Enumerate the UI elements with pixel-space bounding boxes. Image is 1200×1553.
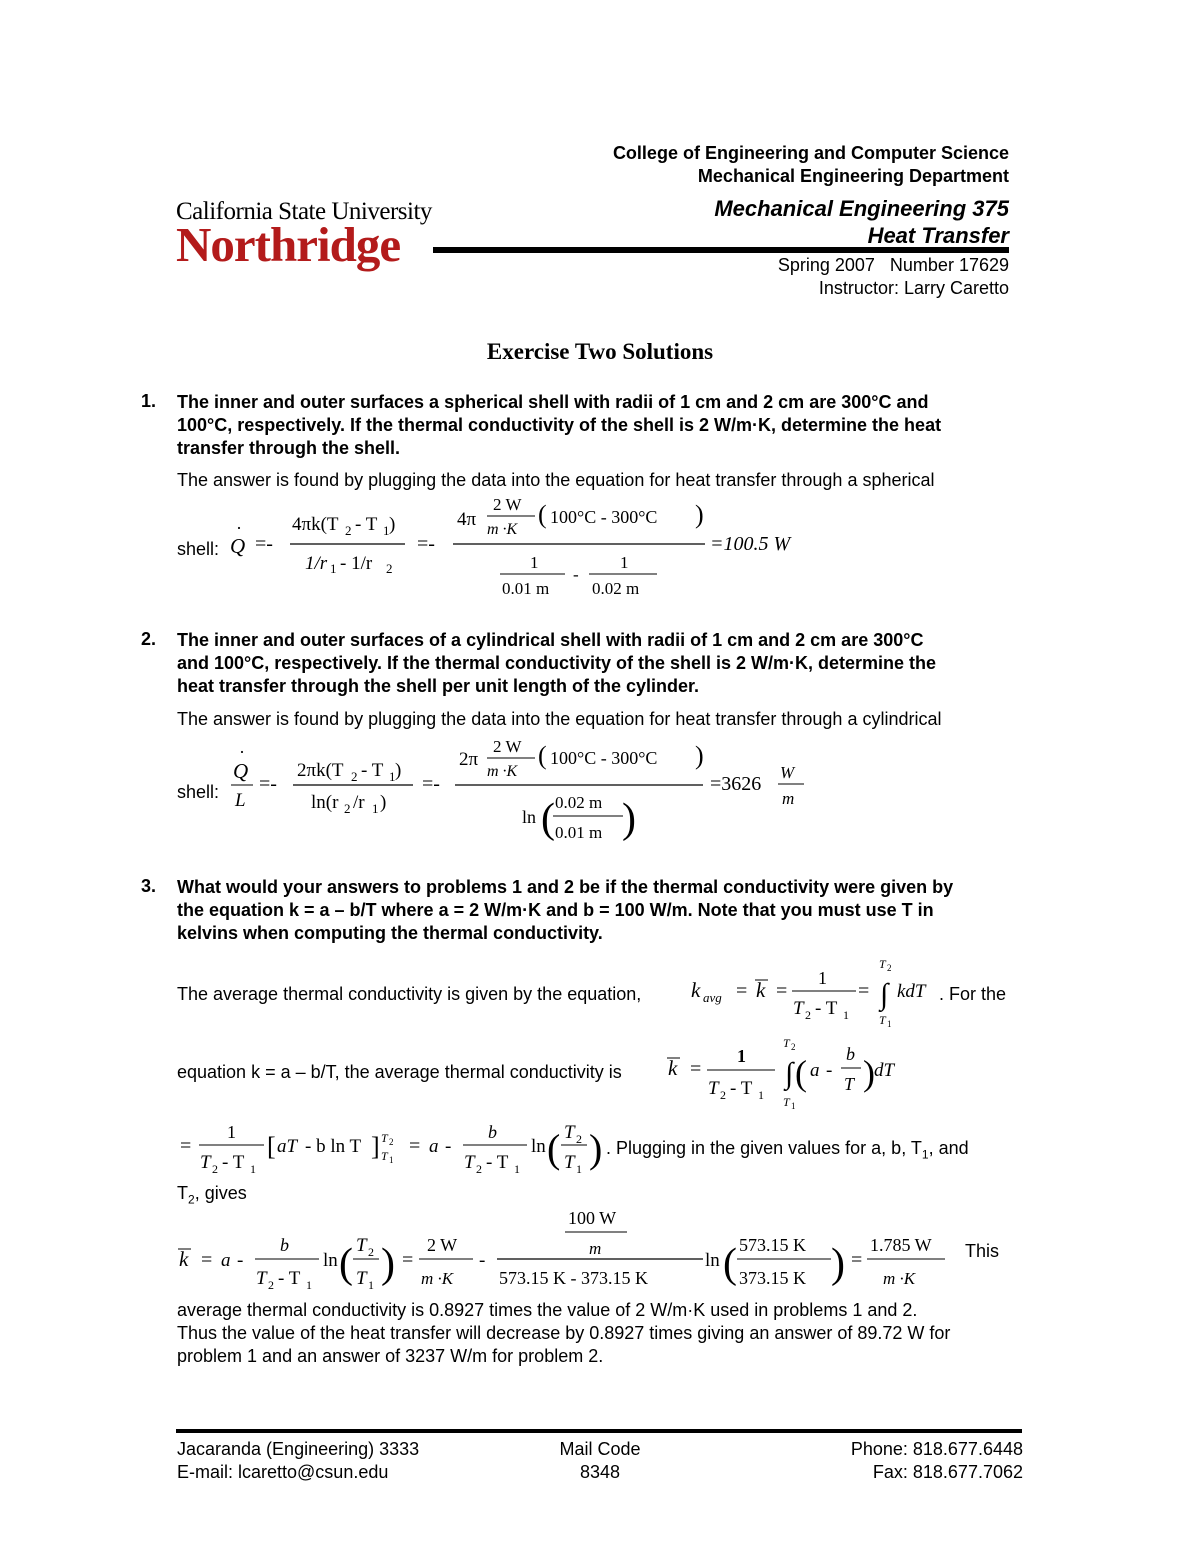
svg-text:1: 1	[250, 1162, 256, 1176]
svg-text:T: T	[879, 1013, 886, 1027]
problem-2-shell-label: shell:	[177, 782, 220, 802]
svg-text:1: 1	[791, 1101, 796, 1111]
svg-text:1: 1	[737, 1046, 746, 1066]
svg-text:1: 1	[818, 968, 827, 988]
svg-text:): )	[381, 1241, 395, 1287]
question-line: and 100°C, respectively. If the thermal conductivity of the shell is 2 W/m·K, determine the	[177, 653, 937, 673]
course-name: Mechanical Engineering 375	[714, 196, 1009, 221]
svg-text:): )	[389, 514, 396, 535]
svg-text:): )	[695, 500, 704, 529]
svg-text:- T: - T	[730, 1078, 753, 1099]
question-line: 100°C, respectively. If the thermal conductivity of the shell is 2 W/m·K, determine the heat	[177, 415, 942, 435]
svg-text:a: a	[429, 1136, 439, 1157]
svg-text:dT: dT	[874, 1060, 895, 1081]
problem-1-answer-intro: The answer is found by plugging the data into the equation for heat transfer through a spherical	[177, 470, 935, 490]
svg-text:k: k	[756, 978, 766, 1002]
svg-text:-: -	[445, 1136, 452, 1157]
this-text: This	[965, 1241, 1000, 1261]
svg-text:2: 2	[805, 1008, 811, 1022]
for-the-text: . For the	[939, 984, 1007, 1004]
svg-text:100°C - 300°C: 100°C - 300°C	[550, 507, 658, 527]
svg-text:): )	[395, 760, 402, 781]
svg-text:=-: =-	[422, 773, 440, 795]
svg-text:∫: ∫	[785, 1057, 794, 1090]
problem-2-answer-intro: The answer is found by plugging the data into the equation for heat transfer through a cylindrical	[177, 709, 942, 729]
problem-2-result-unit	[778, 760, 808, 810]
svg-text:L: L	[235, 790, 246, 811]
svg-text:=-: =-	[259, 773, 277, 795]
svg-text:(: (	[541, 796, 555, 842]
svg-text:m ·K: m ·K	[883, 1269, 916, 1288]
svg-text:2: 2	[345, 523, 352, 538]
svg-text:=: =	[736, 980, 748, 1002]
question-line: What would your answers to problems 1 and 2 be if the thermal conductivity were given by	[177, 877, 954, 897]
svg-text:∫: ∫	[880, 978, 889, 1011]
svg-text:=: =	[201, 1249, 213, 1271]
svg-text:=: =	[690, 1058, 702, 1080]
footer-email: E-mail: lcaretto@csun.edu	[177, 1462, 389, 1482]
svg-text:1: 1	[383, 523, 390, 538]
problem-1-result: =100.5 W	[710, 533, 791, 555]
svg-text:2: 2	[576, 1132, 582, 1146]
university-logo	[176, 198, 432, 278]
svg-text:1: 1	[843, 1008, 849, 1022]
svg-text:1/r: 1/r	[305, 553, 328, 574]
svg-text:2 W: 2 W	[493, 495, 522, 514]
footer-address: Jacaranda (Engineering) 3333	[177, 1439, 420, 1459]
svg-text:a: a	[810, 1060, 820, 1081]
svg-text:- T: - T	[222, 1152, 245, 1173]
svg-text:-: -	[237, 1250, 244, 1271]
svg-text:2 W: 2 W	[427, 1235, 458, 1255]
problem-2-question	[177, 629, 1037, 698]
avg-conductivity-intro: The average thermal conductivity is given by the equation,	[177, 984, 642, 1004]
svg-text:T: T	[256, 1268, 267, 1289]
svg-text:- 1/r: - 1/r	[340, 553, 373, 574]
svg-text:=: =	[409, 1135, 421, 1157]
svg-text:- T: - T	[815, 998, 838, 1019]
svg-text:2: 2	[344, 801, 351, 816]
svg-text:- T: - T	[278, 1268, 301, 1289]
svg-text:1: 1	[227, 1122, 236, 1142]
plugging-text: . Plugging in the given values for a, b, $T_1$, and	[606, 1138, 969, 1162]
svg-text:/r: /r	[353, 792, 365, 813]
avg-conductivity-numeric	[175, 1204, 965, 1304]
svg-text:T: T	[844, 1074, 855, 1094]
svg-text:- T: - T	[355, 514, 378, 535]
svg-text:k: k	[179, 1247, 189, 1271]
svg-text:m ·K: m ·K	[487, 521, 518, 538]
svg-text:kdT: kdT	[897, 981, 926, 1002]
svg-text:b: b	[280, 1235, 289, 1255]
svg-text:b: b	[488, 1122, 497, 1142]
svg-text:2: 2	[368, 1245, 374, 1259]
page-title: Exercise Two Solutions	[486, 339, 714, 364]
svg-text:0.02 m: 0.02 m	[592, 579, 640, 598]
svg-text:1: 1	[576, 1162, 582, 1176]
svg-text:2: 2	[887, 963, 892, 973]
svg-text:m ·K: m ·K	[487, 763, 518, 780]
question-line: kelvins when computing the thermal conductivity.	[177, 923, 603, 943]
svg-text:ln: ln	[705, 1250, 720, 1271]
question-line: the equation k = a – b/T where a = 2 W/m·K and b = 100 W/m. Note that you must use T in	[177, 900, 934, 920]
svg-text:1: 1	[389, 769, 396, 784]
svg-text:2: 2	[720, 1088, 726, 1102]
t2-gives-text: $T_2$, gives	[177, 1183, 247, 1207]
svg-text:Q: Q	[230, 534, 246, 558]
svg-text:·: ·	[239, 742, 245, 762]
svg-text:=: =	[180, 1135, 192, 1157]
svg-text:T: T	[564, 1152, 575, 1173]
svg-text:(: (	[547, 1126, 561, 1171]
svg-text:): )	[863, 1053, 875, 1093]
svg-text:1: 1	[514, 1162, 520, 1176]
svg-text:avg: avg	[703, 990, 722, 1005]
svg-text:T: T	[564, 1122, 575, 1143]
svg-text:1: 1	[368, 1278, 374, 1292]
problem-1-number: 1.	[141, 391, 157, 411]
svg-text:2π: 2π	[459, 749, 479, 770]
svg-text:T: T	[381, 1149, 388, 1163]
question-line: heat transfer through the shell per unit length of the cylinder.	[177, 676, 700, 696]
svg-text:-: -	[573, 565, 579, 584]
problem-2-number: 2.	[141, 629, 157, 649]
svg-text:): )	[380, 792, 387, 813]
footer-rule	[176, 1429, 1022, 1433]
svg-text:-: -	[826, 1060, 833, 1081]
plugging-text-main: . Plugging in the given values for a, b, T	[606, 1138, 922, 1158]
svg-text:ln: ln	[522, 807, 537, 827]
svg-text:(: (	[723, 1241, 737, 1287]
conclusion-line: average thermal conductivity is 0.8927 times the value of 2 W/m·K used in problems 1 and 2.	[177, 1300, 918, 1320]
svg-text:=: =	[858, 980, 870, 1002]
svg-text:): )	[831, 1241, 845, 1287]
problem-3-question	[177, 876, 1037, 945]
svg-text:T: T	[793, 998, 804, 1019]
svg-text:(: (	[538, 741, 547, 770]
svg-text:(: (	[538, 500, 547, 529]
svg-text:100 W: 100 W	[568, 1208, 617, 1228]
svg-text:1.785 W: 1.785 W	[870, 1235, 932, 1255]
avg-conductivity-evaluated	[175, 1112, 615, 1182]
course-title: Heat Transfer	[867, 223, 1009, 248]
svg-text:=-: =-	[417, 533, 435, 555]
department-name: Mechanical Engineering Department	[697, 166, 1009, 186]
footer-phone: Phone: 818.677.6448	[850, 1439, 1023, 1459]
svg-text:T: T	[356, 1268, 367, 1289]
footer-mail-code: 8348	[579, 1462, 621, 1482]
svg-text:): )	[695, 741, 704, 770]
question-line: The inner and outer surfaces of a cylindrical shell with radii of 1 cm and 2 cm are 300°C	[177, 630, 924, 650]
svg-text:373.15 K: 373.15 K	[739, 1268, 806, 1288]
svg-text:2πk(T: 2πk(T	[297, 760, 344, 781]
logo-line-university: California State University	[176, 198, 432, 225]
svg-text:2 W: 2 W	[493, 737, 522, 756]
svg-text:100°C - 300°C: 100°C - 300°C	[550, 748, 658, 768]
svg-text:0.02 m: 0.02 m	[555, 793, 603, 812]
footer-fax: Fax: 818.677.7062	[872, 1462, 1023, 1482]
svg-text:(: (	[795, 1053, 807, 1093]
svg-text:aT: aT	[277, 1136, 298, 1157]
svg-text:573.15 K: 573.15 K	[739, 1235, 806, 1255]
problem-2-result: =3626	[710, 773, 762, 795]
svg-text:[: [	[267, 1132, 276, 1161]
conclusion-line: Thus the value of the heat transfer will decrease by 0.8927 times giving an answer of 89.72 W for	[177, 1323, 951, 1343]
conclusion-line: problem 1 and an answer of 3237 W/m for problem 2.	[177, 1346, 604, 1366]
svg-text:1: 1	[620, 553, 629, 572]
svg-text:): )	[622, 796, 636, 842]
problem-3-conclusion	[177, 1299, 1037, 1368]
svg-text:ln: ln	[323, 1250, 338, 1271]
svg-text:2: 2	[476, 1162, 482, 1176]
problem-1-question	[177, 391, 1037, 460]
svg-text:a: a	[221, 1250, 231, 1271]
svg-text:1: 1	[372, 801, 379, 816]
svg-text:=: =	[402, 1249, 414, 1271]
question-line: The inner and outer surfaces a spherical shell with radii of 1 cm and 2 cm are 300°C and	[177, 392, 929, 412]
gives-text: , gives	[194, 1183, 247, 1203]
svg-text:T: T	[356, 1235, 367, 1256]
instructor-info: Instructor: Larry Caretto	[818, 278, 1009, 298]
svg-text:1: 1	[306, 1278, 312, 1292]
svg-text:]: ]	[371, 1132, 380, 1161]
svg-text:1: 1	[389, 1155, 394, 1165]
svg-text:- b ln T: - b ln T	[305, 1136, 362, 1157]
svg-text:T: T	[783, 1036, 790, 1050]
svg-text:=-: =-	[255, 533, 273, 555]
svg-text:0.01 m: 0.01 m	[555, 823, 603, 842]
svg-text:1: 1	[330, 561, 337, 576]
svg-text:4π: 4π	[457, 509, 477, 530]
svg-text:(: (	[339, 1241, 353, 1287]
term-info: Spring 2007 Number 17629	[777, 255, 1009, 275]
svg-text:): )	[589, 1126, 603, 1171]
svg-text:T: T	[464, 1152, 475, 1173]
svg-text:k: k	[691, 978, 701, 1002]
svg-text:ln: ln	[531, 1136, 546, 1157]
question-line: transfer through the shell.	[177, 438, 401, 458]
problem-1-shell-label: shell:	[177, 539, 220, 559]
avg-conductivity-definition	[688, 952, 950, 1032]
svg-text:Q: Q	[233, 759, 249, 783]
svg-text:m: m	[589, 1239, 602, 1258]
svg-text:·: ·	[236, 518, 242, 538]
avg-conductivity-integral	[665, 1032, 915, 1114]
svg-text:W: W	[780, 763, 795, 782]
svg-text:b: b	[846, 1044, 855, 1064]
svg-text:2: 2	[268, 1278, 274, 1292]
svg-text:2: 2	[791, 1042, 796, 1052]
svg-text:2: 2	[389, 1137, 394, 1147]
svg-text:ln(r: ln(r	[311, 792, 339, 813]
svg-text:1: 1	[887, 1019, 892, 1029]
svg-text:T: T	[381, 1131, 388, 1145]
svg-text:2: 2	[212, 1162, 218, 1176]
svg-text:0.01 m: 0.01 m	[502, 579, 550, 598]
svg-text:T: T	[200, 1152, 211, 1173]
svg-text:1: 1	[530, 553, 539, 572]
svg-text:T: T	[708, 1078, 719, 1099]
svg-text:-: -	[479, 1250, 486, 1271]
svg-text:573.15 K - 373.15 K: 573.15 K - 373.15 K	[499, 1268, 648, 1288]
svg-text:1: 1	[758, 1088, 764, 1102]
svg-text:m: m	[782, 789, 795, 808]
logo-line-northridge: Northridge	[176, 217, 401, 272]
svg-text:m ·K: m ·K	[421, 1269, 454, 1288]
svg-text:4πk(T: 4πk(T	[292, 514, 339, 535]
equation-k-text: equation k = a – b/T, the average thermal conductivity is	[177, 1062, 622, 1082]
college-name: College of Engineering and Computer Science	[612, 143, 1009, 163]
svg-text:=: =	[776, 980, 788, 1002]
svg-text:=: =	[851, 1249, 863, 1271]
svg-text:2: 2	[351, 769, 358, 784]
svg-text:- T: - T	[361, 760, 384, 781]
svg-text:k: k	[668, 1056, 678, 1080]
plugging-text-and: , and	[928, 1138, 969, 1158]
footer-mail-code-label: Mail Code	[559, 1439, 641, 1459]
svg-text:T: T	[783, 1095, 790, 1109]
t2-symbol: T	[177, 1183, 188, 1203]
svg-text:2: 2	[386, 561, 393, 576]
problem-3-number: 3.	[141, 876, 157, 896]
svg-text:T: T	[879, 957, 886, 971]
svg-text:- T: - T	[486, 1152, 509, 1173]
